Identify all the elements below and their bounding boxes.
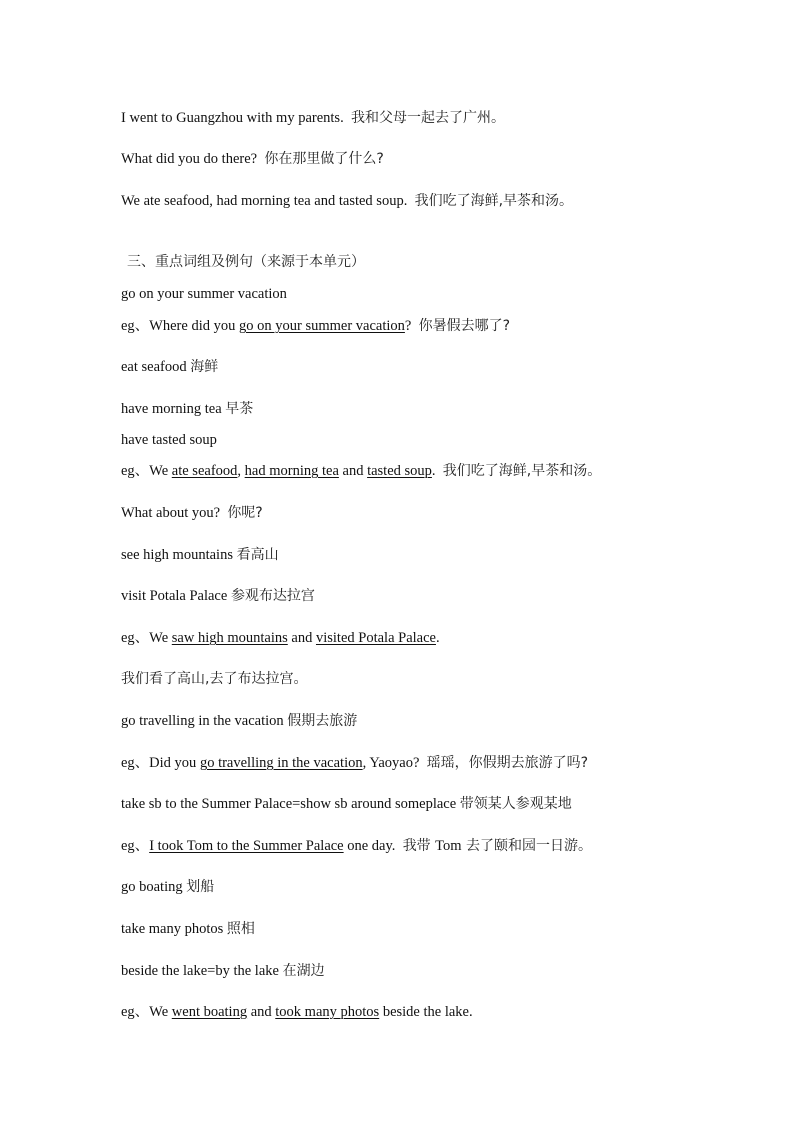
english-text: Tom bbox=[435, 838, 462, 854]
chinese-text: 你暑假去哪了? bbox=[418, 318, 511, 334]
english-text: eg、Did you bbox=[121, 755, 200, 771]
english-text: beside the lake=by the lake bbox=[121, 963, 283, 979]
text-line bbox=[121, 962, 325, 980]
english-text: and bbox=[338, 463, 368, 479]
english-text: see high mountains bbox=[121, 547, 237, 563]
text-line bbox=[121, 285, 287, 303]
english-text: eat seafood bbox=[121, 359, 191, 375]
chinese-text: 我们吃了海鲜,早茶和汤。 bbox=[414, 193, 574, 209]
english-text: have morning tea bbox=[121, 401, 226, 417]
english-text: ? bbox=[404, 318, 419, 334]
chinese-text: 我们吃了海鲜,早茶和汤。 bbox=[442, 463, 602, 479]
underlined-phrase: go on your summer vacation bbox=[238, 318, 405, 334]
english-text: take sb to the Summer Palace=show sb around someplace bbox=[121, 796, 460, 812]
english-text: go travelling in the vacation bbox=[121, 713, 288, 729]
english-text: have tasted soup bbox=[121, 432, 217, 448]
english-text: eg、We bbox=[121, 1004, 172, 1020]
text-line bbox=[121, 795, 572, 813]
chinese-text: 你呢? bbox=[227, 505, 263, 521]
english-text: . bbox=[431, 463, 443, 479]
text-line bbox=[121, 462, 601, 480]
underlined-phrase: saw high mountains bbox=[171, 630, 288, 646]
chinese-text: 我和父母一起去了广州。 bbox=[350, 110, 505, 126]
chinese-text: 参观布达拉宫 bbox=[230, 588, 315, 604]
text-line bbox=[121, 317, 510, 335]
text-line bbox=[121, 400, 253, 418]
english-text: eg、 bbox=[121, 838, 150, 854]
text-line bbox=[121, 837, 592, 855]
text-line bbox=[121, 587, 315, 605]
chinese-text: 在湖边 bbox=[282, 963, 325, 979]
english-text: What about you? bbox=[121, 505, 228, 521]
chinese-text: 海鲜 bbox=[190, 359, 219, 375]
english-text: . bbox=[435, 630, 440, 646]
underlined-phrase: go travelling in the vacation bbox=[199, 755, 363, 771]
text-line bbox=[121, 920, 255, 938]
english-text: eg、Where did you bbox=[121, 318, 239, 334]
section-heading bbox=[127, 253, 365, 271]
english-text: beside the lake. bbox=[379, 1004, 473, 1020]
text-line bbox=[121, 431, 217, 449]
text-line bbox=[121, 504, 263, 522]
chinese-text: 早茶 bbox=[225, 401, 254, 417]
english-text: I went to Guangzhou with my parents. bbox=[121, 110, 351, 126]
underlined-phrase: ate seafood bbox=[171, 463, 238, 479]
chinese-text: 我们看了高山,去了布达拉宫。 bbox=[121, 671, 308, 687]
text-line bbox=[121, 150, 384, 168]
underlined-phrase: visited Potala Palace bbox=[315, 630, 436, 646]
english-text: go boating bbox=[121, 879, 187, 895]
chinese-text: 假期去旅游 bbox=[287, 713, 358, 729]
text-line bbox=[121, 878, 214, 896]
text-line bbox=[121, 754, 588, 772]
underlined-phrase: went boating bbox=[171, 1004, 248, 1020]
english-text: eg、We bbox=[121, 630, 172, 646]
text-line bbox=[121, 109, 505, 127]
english-text: , bbox=[237, 463, 245, 479]
english-text: take many photos bbox=[121, 921, 227, 937]
underlined-phrase: had morning tea bbox=[244, 463, 339, 479]
english-text: eg、We bbox=[121, 463, 172, 479]
text-line bbox=[121, 192, 573, 210]
chinese-text: 带领某人参观某地 bbox=[459, 796, 572, 812]
text-line bbox=[121, 670, 307, 688]
text-line bbox=[121, 358, 218, 376]
chinese-text: 瑶瑶，你假期去旅游了吗? bbox=[426, 755, 589, 771]
english-text: What did you do there? bbox=[121, 151, 265, 167]
english-text: one day. bbox=[343, 838, 403, 854]
text-line bbox=[121, 629, 440, 647]
english-text: go on your summer vacation bbox=[121, 286, 287, 302]
english-text: visit Potala Palace bbox=[121, 588, 231, 604]
chinese-text: 我带 bbox=[402, 838, 436, 854]
chinese-text: 三、重点词组及例句（来源于本单元） bbox=[127, 254, 365, 270]
chinese-text: 照相 bbox=[226, 921, 255, 937]
text-line bbox=[121, 1003, 473, 1021]
underlined-phrase: I took Tom to the Summer Palace bbox=[149, 838, 344, 854]
underlined-phrase: took many photos bbox=[275, 1004, 380, 1020]
chinese-text: 你在那里做了什么? bbox=[264, 151, 384, 167]
english-text: and bbox=[247, 1004, 276, 1020]
underlined-phrase: tasted soup bbox=[367, 463, 432, 479]
text-line bbox=[121, 546, 279, 564]
english-text: and bbox=[287, 630, 316, 646]
english-text: , Yaoyao? bbox=[362, 755, 427, 771]
english-text: We ate seafood, had morning tea and tasted soup. bbox=[121, 193, 415, 209]
chinese-text: 去了颐和园一日游。 bbox=[461, 838, 592, 854]
chinese-text: 划船 bbox=[186, 879, 215, 895]
chinese-text: 看高山 bbox=[236, 547, 279, 563]
text-line bbox=[121, 712, 357, 730]
